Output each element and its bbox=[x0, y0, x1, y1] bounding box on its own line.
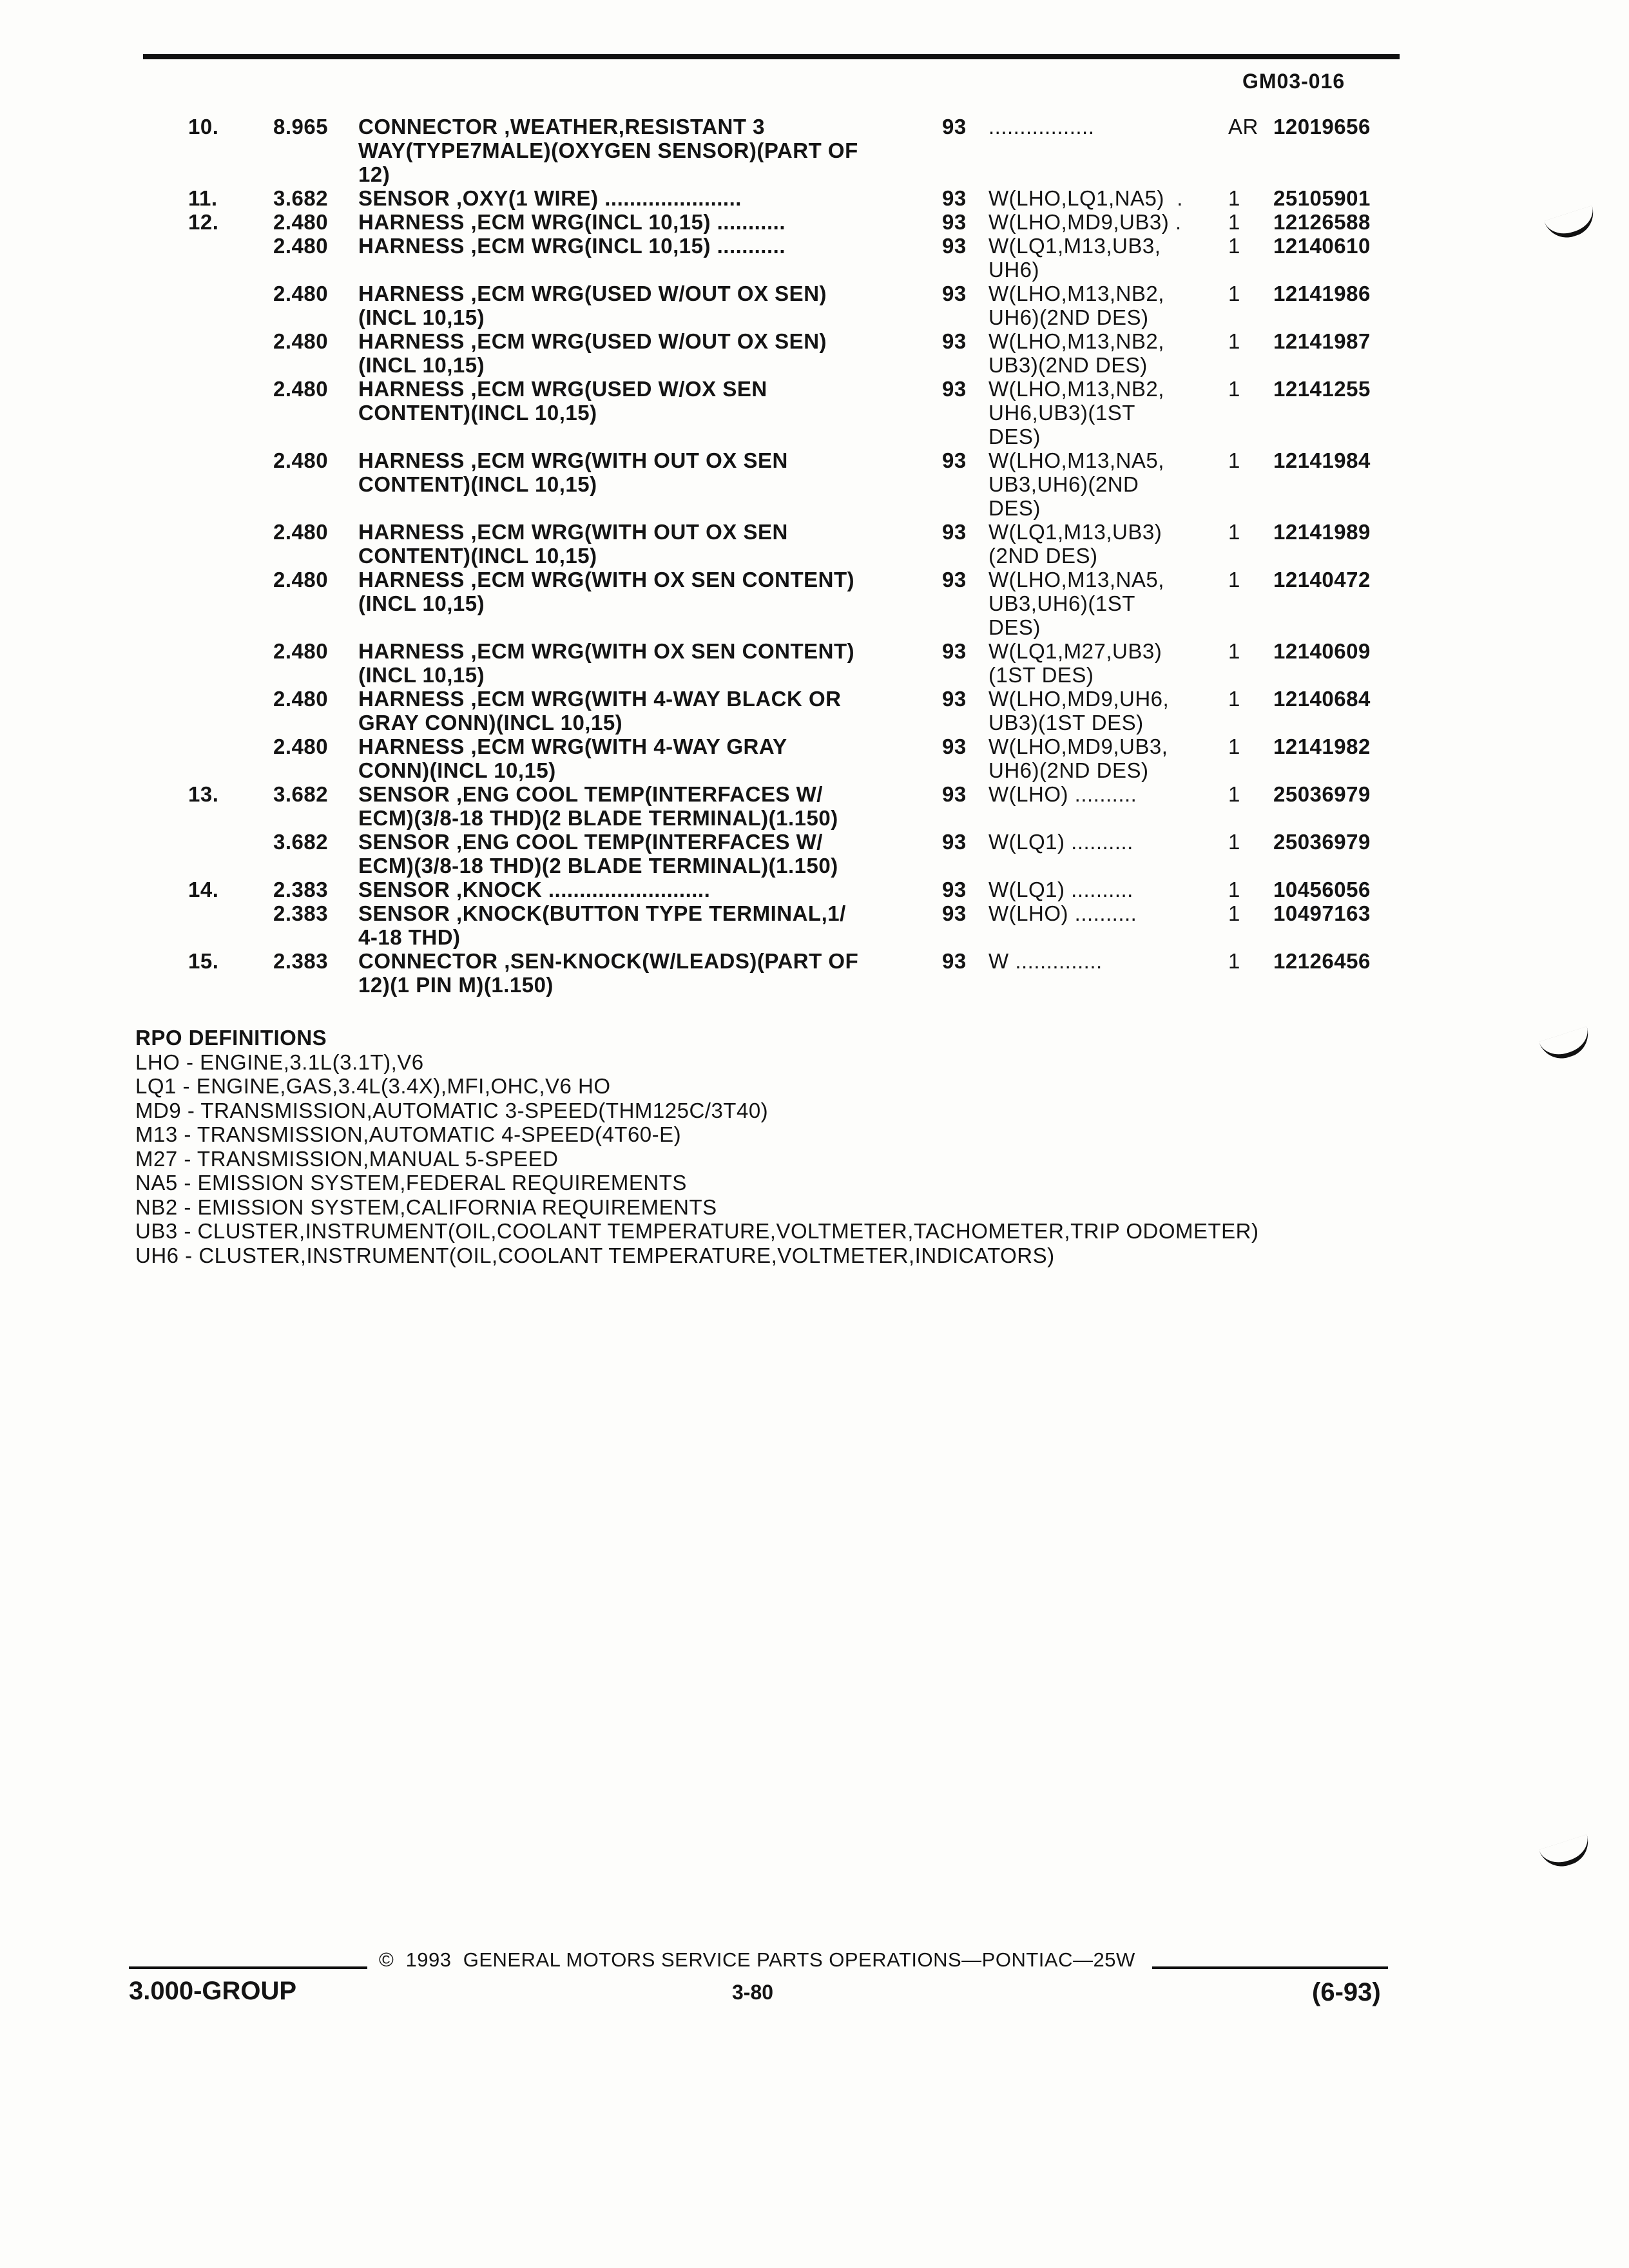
model-year: 93 bbox=[942, 520, 967, 544]
item-number: 15. bbox=[188, 949, 219, 973]
quantity: 1 bbox=[1228, 234, 1240, 258]
quantity: 1 bbox=[1228, 735, 1240, 758]
model-year: 93 bbox=[942, 282, 967, 305]
table-row bbox=[0, 878, 1629, 901]
usage-codes: W(LHO,M13,NB2, UB3)(2ND DES) bbox=[988, 329, 1164, 377]
usage-codes: W(LQ1,M13,UB3) (2ND DES) bbox=[988, 520, 1162, 568]
part-name: HARNESS bbox=[358, 282, 465, 305]
rpo-line: M13 - TRANSMISSION,AUTOMATIC 4-SPEED(4T60-E) bbox=[135, 1122, 682, 1146]
quantity: 1 bbox=[1228, 878, 1240, 901]
model-year: 93 bbox=[942, 639, 967, 663]
quantity: 1 bbox=[1228, 520, 1240, 544]
part-name: SENSOR bbox=[358, 830, 450, 854]
table-row bbox=[0, 186, 1629, 210]
binder-hole-mark-middle bbox=[1539, 1026, 1594, 1064]
quantity: 1 bbox=[1228, 782, 1240, 806]
footer-group: 3.000-GROUP bbox=[129, 1977, 297, 2005]
rpo-line: NB2 - EMISSION SYSTEM,CALIFORNIA REQUIREMENTS bbox=[135, 1195, 717, 1219]
rpo-title: RPO DEFINITIONS bbox=[135, 1026, 327, 1050]
group-number: 2.480 bbox=[273, 520, 329, 544]
part-name: HARNESS bbox=[358, 234, 465, 258]
usage-codes: W(LHO) .......... bbox=[988, 782, 1137, 806]
part-detail: ,ECM WRG(WITH OUT OX SEN CONTENT)(INCL 10,15) bbox=[358, 448, 788, 496]
usage-codes: W(LHO,MD9,UH6, UB3)(1ST DES) bbox=[988, 687, 1170, 735]
part-name: SENSOR bbox=[358, 901, 450, 925]
rpo-line: UH6 - CLUSTER,INSTRUMENT(OIL,COOLANT TEMPERATURE,VOLTMETER,INDICATORS) bbox=[135, 1243, 1055, 1267]
model-year: 93 bbox=[942, 448, 967, 472]
part-detail: ,ECM WRG(WITH 4-WAY BLACK OR GRAY CONN)(INCL 10,15) bbox=[358, 687, 842, 735]
part-description bbox=[358, 735, 887, 782]
part-detail: ,ECM WRG(WITH OUT OX SEN CONTENT)(INCL 10,15) bbox=[358, 520, 788, 568]
table-row bbox=[0, 282, 1629, 329]
top-rule bbox=[143, 54, 1400, 59]
part-detail: ,KNOCK .......................... bbox=[450, 878, 711, 901]
group-number: 3.682 bbox=[273, 186, 329, 210]
part-detail: ,ECM WRG(USED W/OUT OX SEN) (INCL 10,15) bbox=[358, 329, 827, 377]
part-number: 12141989 bbox=[1273, 520, 1371, 544]
part-description bbox=[358, 782, 887, 830]
binder-hole-mark-bottom bbox=[1539, 1834, 1594, 1872]
model-year: 93 bbox=[942, 568, 967, 591]
part-name: HARNESS bbox=[358, 735, 465, 758]
part-description bbox=[358, 878, 887, 901]
model-year: 93 bbox=[942, 782, 967, 806]
part-detail: ,OXY(1 WIRE) ...................... bbox=[450, 186, 742, 210]
group-number: 2.480 bbox=[273, 377, 329, 401]
part-number: 25036979 bbox=[1273, 782, 1371, 806]
table-row bbox=[0, 448, 1629, 520]
group-number: 2.480 bbox=[273, 687, 329, 711]
table-row bbox=[0, 687, 1629, 735]
quantity: 1 bbox=[1228, 448, 1240, 472]
part-description bbox=[358, 639, 887, 687]
table-row bbox=[0, 830, 1629, 878]
footer-rule-left bbox=[129, 1966, 367, 1969]
part-description bbox=[358, 115, 887, 186]
part-description bbox=[358, 830, 887, 878]
part-detail: ,ECM WRG(USED W/OX SEN CONTENT)(INCL 10,15) bbox=[358, 377, 767, 425]
usage-codes: W(LHO,MD9,UB3) . bbox=[988, 210, 1182, 234]
part-description bbox=[358, 377, 887, 425]
part-description bbox=[358, 568, 887, 615]
part-number: 12141986 bbox=[1273, 282, 1371, 305]
table-row bbox=[0, 901, 1629, 949]
part-name: HARNESS bbox=[358, 568, 465, 591]
group-number: 2.383 bbox=[273, 901, 329, 925]
model-year: 93 bbox=[942, 115, 967, 139]
part-number: 12126588 bbox=[1273, 210, 1371, 234]
model-year: 93 bbox=[942, 901, 967, 925]
part-detail: ,WEATHER,RESISTANT 3 WAY(TYPE7MALE)(OXYGEN SENSOR)(PART OF 12) bbox=[358, 115, 858, 186]
part-number: 12140684 bbox=[1273, 687, 1371, 711]
model-year: 93 bbox=[942, 949, 967, 973]
part-description bbox=[358, 901, 887, 949]
quantity: 1 bbox=[1228, 568, 1240, 591]
part-number: 12019656 bbox=[1273, 115, 1371, 139]
part-name: HARNESS bbox=[358, 329, 465, 353]
part-detail: ,SEN-KNOCK(W/LEADS)(PART OF 12)(1 PIN M)(1.150) bbox=[358, 949, 859, 997]
group-number: 2.480 bbox=[273, 329, 329, 353]
item-number: 13. bbox=[188, 782, 219, 806]
quantity: 1 bbox=[1228, 901, 1240, 925]
quantity: 1 bbox=[1228, 949, 1240, 973]
part-name: HARNESS bbox=[358, 520, 465, 544]
part-description bbox=[358, 520, 887, 568]
part-detail: ,KNOCK(BUTTON TYPE TERMINAL,1/ 4-18 THD) bbox=[358, 901, 846, 949]
part-number: 12126456 bbox=[1273, 949, 1371, 973]
usage-codes: W(LHO,M13,NA5, UB3,UH6)(2ND DES) bbox=[988, 448, 1164, 520]
quantity: 1 bbox=[1228, 282, 1240, 305]
model-year: 93 bbox=[942, 687, 967, 711]
part-number: 12140609 bbox=[1273, 639, 1371, 663]
table-row bbox=[0, 568, 1629, 639]
part-detail: ,ECM WRG(WITH OX SEN CONTENT) (INCL 10,15) bbox=[358, 568, 855, 615]
footer-date: (6-93) bbox=[1312, 1978, 1381, 2006]
usage-codes: W(LQ1) .......... bbox=[988, 830, 1133, 854]
usage-codes: W(LHO,LQ1,NA5) . bbox=[988, 186, 1183, 210]
item-number: 11. bbox=[188, 186, 218, 210]
quantity: 1 bbox=[1228, 377, 1240, 401]
usage-codes: W(LQ1) .......... bbox=[988, 878, 1133, 901]
part-detail: ,ENG COOL TEMP(INTERFACES W/ ECM)(3/8-18 THD)(2 BLADE TERMINAL)(1.150) bbox=[358, 782, 838, 830]
group-number: 2.480 bbox=[273, 639, 329, 663]
part-name: HARNESS bbox=[358, 377, 465, 401]
usage-codes: W(LHO,M13,NB2, UH6)(2ND DES) bbox=[988, 282, 1164, 329]
table-row bbox=[0, 377, 1629, 448]
table-row bbox=[0, 115, 1629, 186]
model-year: 93 bbox=[942, 210, 967, 234]
part-number: 12141984 bbox=[1273, 448, 1371, 472]
part-name: HARNESS bbox=[358, 687, 465, 711]
quantity: AR bbox=[1228, 115, 1258, 139]
group-number: 2.480 bbox=[273, 735, 329, 758]
part-description bbox=[358, 949, 887, 997]
group-number: 8.965 bbox=[273, 115, 329, 139]
usage-codes: W(LQ1,M27,UB3) (1ST DES) bbox=[988, 639, 1162, 687]
group-number: 2.383 bbox=[273, 878, 329, 901]
part-number: 10497163 bbox=[1273, 901, 1371, 925]
quantity: 1 bbox=[1228, 639, 1240, 663]
table-row bbox=[0, 949, 1629, 997]
table-row bbox=[0, 520, 1629, 568]
rpo-line: M27 - TRANSMISSION,MANUAL 5-SPEED bbox=[135, 1146, 559, 1171]
part-number: 25105901 bbox=[1273, 186, 1371, 210]
quantity: 1 bbox=[1228, 329, 1240, 353]
footer-page-number: 3-80 bbox=[732, 1981, 774, 2004]
part-description bbox=[358, 687, 887, 735]
table-row bbox=[0, 782, 1629, 830]
part-number: 12141987 bbox=[1273, 329, 1371, 353]
part-name: HARNESS bbox=[358, 210, 465, 234]
table-row bbox=[0, 735, 1629, 782]
rpo-line: UB3 - CLUSTER,INSTRUMENT(OIL,COOLANT TEMPERATURE,VOLTMETER,TACHOMETER,TRIP ODOMETER) bbox=[135, 1219, 1259, 1243]
part-number: 25036979 bbox=[1273, 830, 1371, 854]
item-number: 12. bbox=[188, 210, 219, 234]
usage-codes: W(LHO,MD9,UB3, UH6)(2ND DES) bbox=[988, 735, 1168, 782]
item-number: 10. bbox=[188, 115, 219, 139]
part-name: SENSOR bbox=[358, 878, 450, 901]
group-number: 2.480 bbox=[273, 568, 329, 591]
usage-codes: W(LHO,M13,NB2, UH6,UB3)(1ST DES) bbox=[988, 377, 1164, 448]
footer-copyright: © 1993 GENERAL MOTORS SERVICE PARTS OPERATIONS—PONTIAC—25W bbox=[379, 1948, 1135, 1971]
group-number: 3.682 bbox=[273, 830, 329, 854]
part-detail: ,ECM WRG(WITH 4-WAY GRAY CONN)(INCL 10,15) bbox=[358, 735, 787, 782]
part-number: 10456056 bbox=[1273, 878, 1371, 901]
rpo-line: LQ1 - ENGINE,GAS,3.4L(3.4X),MFI,OHC,V6 HO bbox=[135, 1074, 611, 1098]
model-year: 93 bbox=[942, 234, 967, 258]
quantity: 1 bbox=[1228, 210, 1240, 234]
part-name: CONNECTOR bbox=[358, 115, 498, 139]
table-row bbox=[0, 210, 1629, 234]
quantity: 1 bbox=[1228, 186, 1240, 210]
model-year: 93 bbox=[942, 186, 967, 210]
rpo-line: LHO - ENGINE,3.1L(3.1T),V6 bbox=[135, 1050, 424, 1074]
usage-codes: W .............. bbox=[988, 949, 1103, 973]
part-description bbox=[358, 186, 887, 210]
part-name: HARNESS bbox=[358, 639, 465, 663]
model-year: 93 bbox=[942, 329, 967, 353]
group-number: 2.383 bbox=[273, 949, 329, 973]
part-number: 12140472 bbox=[1273, 568, 1371, 591]
part-description bbox=[358, 448, 887, 496]
part-description bbox=[358, 210, 887, 234]
part-number: 12140610 bbox=[1273, 234, 1371, 258]
rpo-definitions bbox=[135, 1026, 1258, 1267]
part-description bbox=[358, 329, 887, 377]
part-name: SENSOR bbox=[358, 186, 450, 210]
quantity: 1 bbox=[1228, 687, 1240, 711]
group-number: 2.480 bbox=[273, 448, 329, 472]
model-year: 93 bbox=[942, 735, 967, 758]
doc-code: GM03-016 bbox=[1242, 70, 1345, 93]
part-description bbox=[358, 282, 887, 329]
table-row bbox=[0, 234, 1629, 282]
part-detail: ,ECM WRG(INCL 10,15) ........... bbox=[464, 234, 786, 258]
part-detail: ,ECM WRG(INCL 10,15) ........... bbox=[464, 210, 786, 234]
item-number: 14. bbox=[188, 878, 219, 901]
part-name: HARNESS bbox=[358, 448, 465, 472]
usage-codes: W(LQ1,M13,UB3, UH6) bbox=[988, 234, 1161, 282]
usage-codes: W(LHO,M13,NA5, UB3,UH6)(1ST DES) bbox=[988, 568, 1164, 639]
table-row bbox=[0, 329, 1629, 377]
part-name: SENSOR bbox=[358, 782, 450, 806]
part-detail: ,ECM WRG(USED W/OUT OX SEN) (INCL 10,15) bbox=[358, 282, 827, 329]
table-row bbox=[0, 639, 1629, 687]
quantity: 1 bbox=[1228, 830, 1240, 854]
footer-rule-right bbox=[1152, 1966, 1388, 1969]
part-detail: ,ENG COOL TEMP(INTERFACES W/ ECM)(3/8-18 THD)(2 BLADE TERMINAL)(1.150) bbox=[358, 830, 838, 878]
model-year: 93 bbox=[942, 878, 967, 901]
group-number: 3.682 bbox=[273, 782, 329, 806]
group-number: 2.480 bbox=[273, 234, 329, 258]
part-detail: ,ECM WRG(WITH OX SEN CONTENT) (INCL 10,15) bbox=[358, 639, 855, 687]
usage-codes: W(LHO) .......... bbox=[988, 901, 1137, 925]
part-description bbox=[358, 234, 887, 258]
part-name: CONNECTOR bbox=[358, 949, 498, 973]
part-number: 12141255 bbox=[1273, 377, 1371, 401]
model-year: 93 bbox=[942, 377, 967, 401]
group-number: 2.480 bbox=[273, 210, 329, 234]
usage-codes: ................. bbox=[988, 115, 1095, 139]
rpo-line: MD9 - TRANSMISSION,AUTOMATIC 3-SPEED(THM125C/3T40) bbox=[135, 1098, 769, 1122]
model-year: 93 bbox=[942, 830, 967, 854]
rpo-line: NA5 - EMISSION SYSTEM,FEDERAL REQUIREMENTS bbox=[135, 1171, 687, 1195]
group-number: 2.480 bbox=[273, 282, 329, 305]
part-number: 12141982 bbox=[1273, 735, 1371, 758]
